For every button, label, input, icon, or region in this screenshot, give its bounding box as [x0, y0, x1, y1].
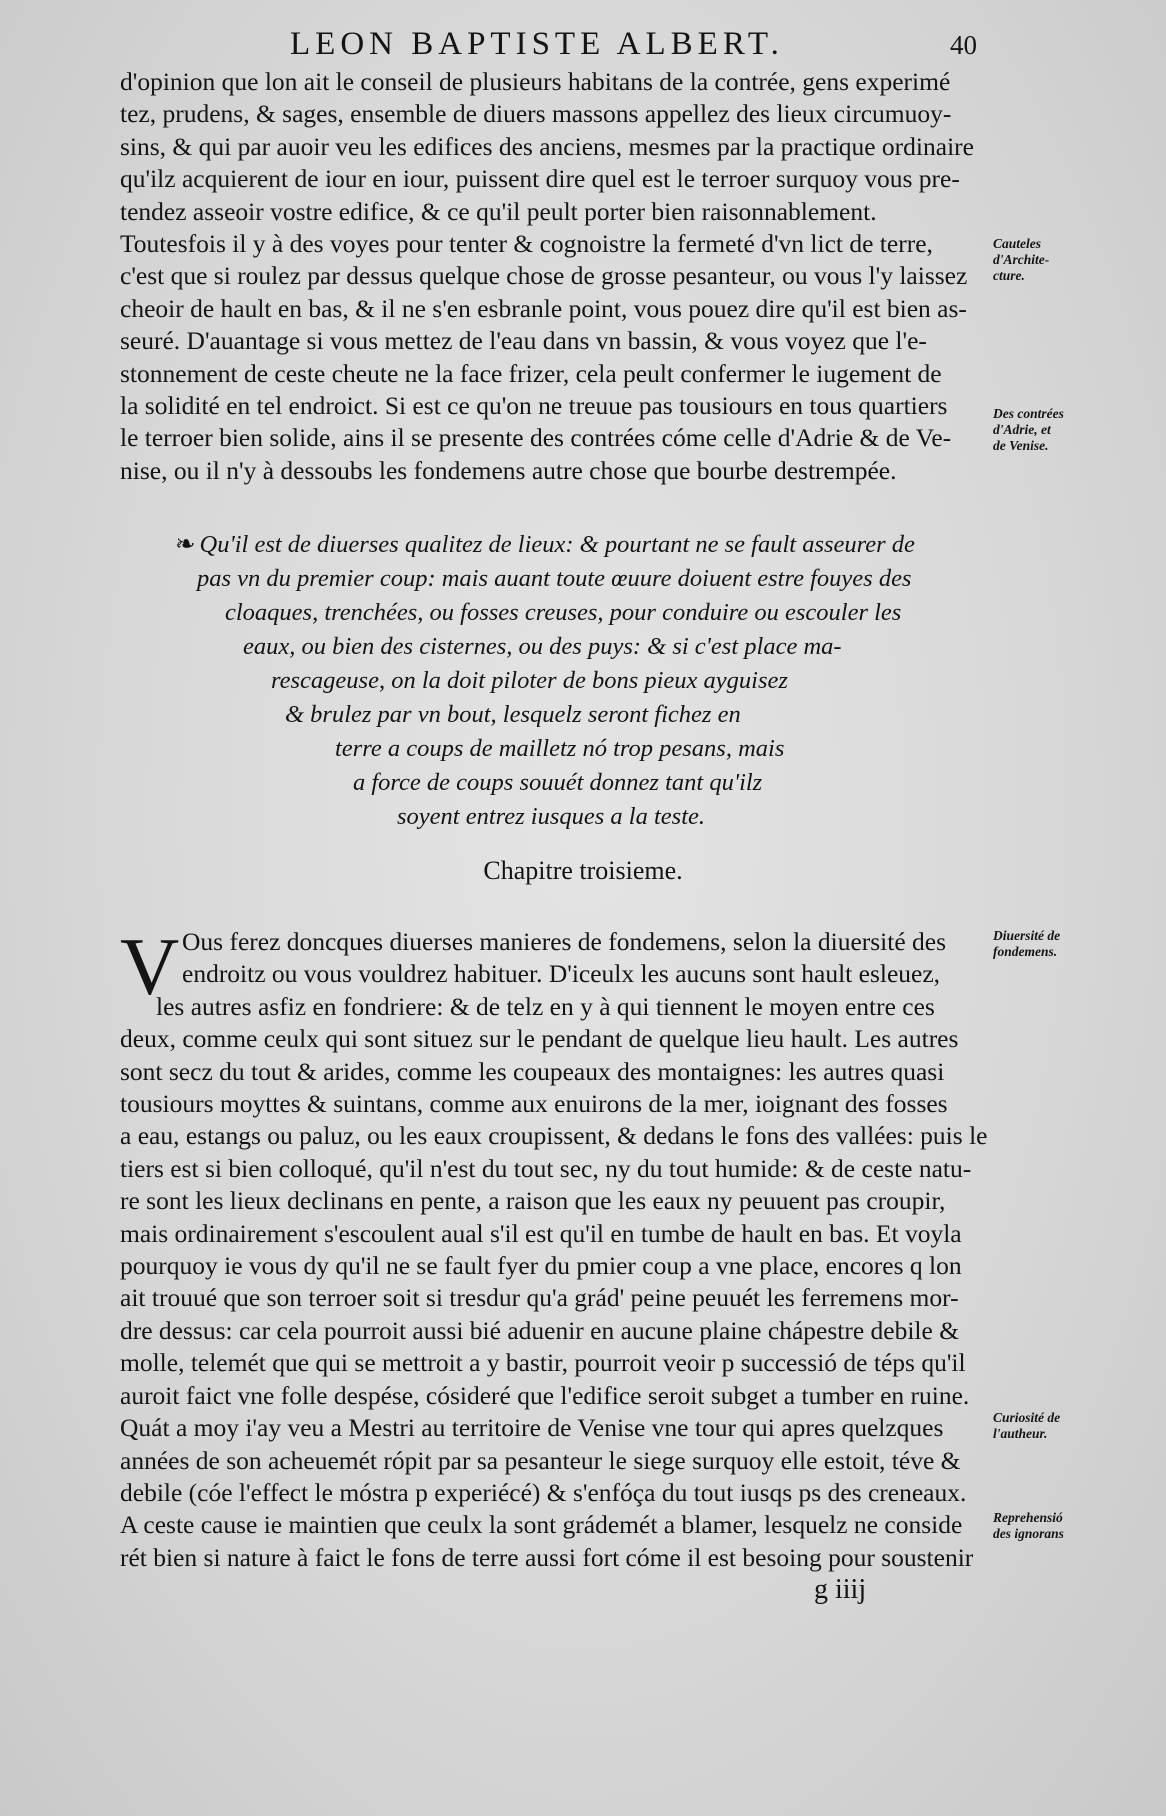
- text-line: Quát a moy i'ay veu a Mestri au territoire de Venise vne tour qui apres quelzques: [120, 1413, 944, 1443]
- text-line: endroitz ou vous vouldrez habituer. D'iceulx les aucuns sont hault esleuez,: [182, 959, 941, 989]
- text-line: molle, telemét que qui se mettroit a y bastir, pourroit veoir p successió de téps qu'il: [120, 1348, 966, 1378]
- summary-line: rescageuse, on la doit piloter de bons pieux ayguisez: [271, 667, 788, 694]
- text-line: sins, & qui par auoir veu les edifices des anciens, mesmes par la practique ordinaire: [120, 131, 974, 161]
- text-line: tez, prudens, & sages, ensemble de diuers massons appellez des lieux circumuoy-: [120, 99, 952, 129]
- text-line: tiers est si bien colloqué, qu'il n'est du tout sec, ny du tout humide: & de ceste natu-: [120, 1153, 972, 1183]
- text-line: sont secz du tout & arides, comme les coupeaux des montaignes: les autres quasi: [120, 1056, 945, 1086]
- text-line: mais ordinairement s'escoulent aual s'il est qu'il en tumbe de hault en bas. Et voyla: [120, 1218, 962, 1248]
- sidenote-curiosite: Curiosité de l'autheur.: [993, 1410, 1061, 1441]
- text-line: Ous ferez doncques diuerses manieres de fondemens, selon la diuersité des: [182, 927, 947, 956]
- text-line: c'est que si roulez par dessus quelque chose de grosse pesanteur, ou vous l'y laissez: [120, 261, 968, 291]
- running-head: LEON BAPTISTE ALBERT.: [290, 26, 784, 62]
- summary-line: pas vn du premier coup: mais auant toute œuure doiuent estre fouyes des: [197, 565, 912, 592]
- summary-line: soyent entrez iusques a la teste.: [397, 803, 706, 830]
- text-line: re sont les lieux declinans en pente, a raison que les eaux ny peuuent pas croupir,: [120, 1186, 946, 1216]
- text-line: cheoir de hault en bas, & il ne s'en esbranle point, vous pouez dire qu'il est bien as-: [120, 293, 967, 323]
- text-line: auroit faict vne folle despése, cósideré que l'edifice seroit subget a tumber en ruine.: [120, 1380, 970, 1410]
- signature-mark: g iiij: [814, 1574, 867, 1605]
- text-line: ait trouué que son terroer soit si tresdur qu'a grád' peine peuuét les ferremens mor-: [120, 1283, 959, 1313]
- fleuron-icon: ❧: [175, 531, 196, 558]
- text-line: d'opinion que lon ait le conseil de plusieurs habitans de la contrée, gens experimé: [120, 67, 951, 96]
- text-line: a eau, estangs ou paluz, ou les eaux croupissent, & dedans le fons des vallées: puis le: [120, 1121, 988, 1151]
- paragraph-2: [120, 921, 990, 1574]
- text-line: pourquoy ie vous dy qu'il ne se fault fyer du pmier coup a vne place, encores q lon: [120, 1251, 962, 1281]
- text-line: A ceste cause ie maintien que ceulx la sont grádemét a blamer, lesquelz ne conside: [120, 1510, 963, 1540]
- text-line: Toutesfois il y à des voyes pour tenter & cognoistre la fermeté d'vn lict de terre,: [120, 229, 933, 259]
- drop-cap: V: [120, 921, 180, 1012]
- text-line: le terroer bien solide, ains il se presente des contrées cóme celle d'Adrie & de Ve-: [120, 423, 952, 453]
- chapter-title: Chapitre troisieme.: [483, 856, 683, 885]
- summary-line: cloaques, trenchées, ou fosses creuses, pour conduire ou escouler les: [225, 599, 902, 626]
- text-line: debile (cóe l'effect le móstra p experiécé) & s'enfóça du tout iusqs ps des creneaux.: [120, 1477, 967, 1507]
- text-line: dre dessus: car cela pourroit aussi bié aduenir en aucune plaine chápestre debile &: [120, 1315, 960, 1345]
- summary-line: & brulez par vn bout, lesquelz seront fichez en: [285, 701, 741, 728]
- sidenote-reprehensio: Reprehensió des ignorans: [993, 1510, 1064, 1541]
- summary-line: ❧ Qu'il est de diuerses qualitez de lieux: & pourtant ne se fault asseurer de: [175, 531, 915, 558]
- text-line: stonnement de ceste cheute ne la face frizer, cela peult confermer le iugement de: [120, 358, 942, 388]
- paragraph-1: [120, 66, 990, 487]
- text-line: qu'ilz acquierent de iour en iour, puissent dire quel est le terroer surquoy vous pre-: [120, 164, 960, 194]
- text-line: seuré. D'auantage si vous mettez de l'eau dans vn bassin, & vous voyez que l'e-: [120, 326, 927, 356]
- text-line: la solidité en tel endroict. Si est ce qu'on ne treuue pas tousiours en tous quartiers: [120, 391, 948, 421]
- text-line: tousiours moyttes & suintans, comme aux enuirons de la mer, ioignant des fosses: [120, 1089, 948, 1119]
- text-line: nise, ou il n'y à dessoubs les fondemens autre chose que bourbe destrempée.: [120, 455, 897, 485]
- sidenote-cauteles: Cauteles d'Archite- cture.: [993, 236, 1050, 283]
- summary-line: eaux, ou bien des cisternes, ou des puys: & si c'est place ma-: [243, 633, 842, 660]
- sidenote-diuersite: Diuersité de fondemens.: [993, 928, 1061, 959]
- text-line: les autres asfiz en fondriere: & de telz en y à qui tiennent le moyen entre ces: [156, 991, 935, 1021]
- summary-line: terre a coups de mailletz nó trop pesans, mais: [335, 735, 785, 762]
- chapter-summary: [175, 528, 975, 834]
- page-number: 40: [950, 30, 977, 60]
- text-line: rét bien si nature à faict le fons de terre aussi fort cóme il est besoing pour soustenir: [120, 1542, 974, 1572]
- text-line: tendez asseoir vostre edifice, & ce qu'il peult porter bien raisonnablement.: [120, 196, 877, 226]
- text-line: années de son acheuemét rópit par sa pesanteur le siege surquoy elle estoit, téve &: [120, 1445, 961, 1475]
- text-line: deux, comme ceulx qui sont situez sur le pendant de quelque lieu hault. Les autres: [120, 1024, 959, 1054]
- summary-line: a force de coups souuét donnez tant qu'ilz: [353, 769, 763, 796]
- sidenote-contrees: Des contrées d'Adrie, et de Venise.: [993, 406, 1064, 453]
